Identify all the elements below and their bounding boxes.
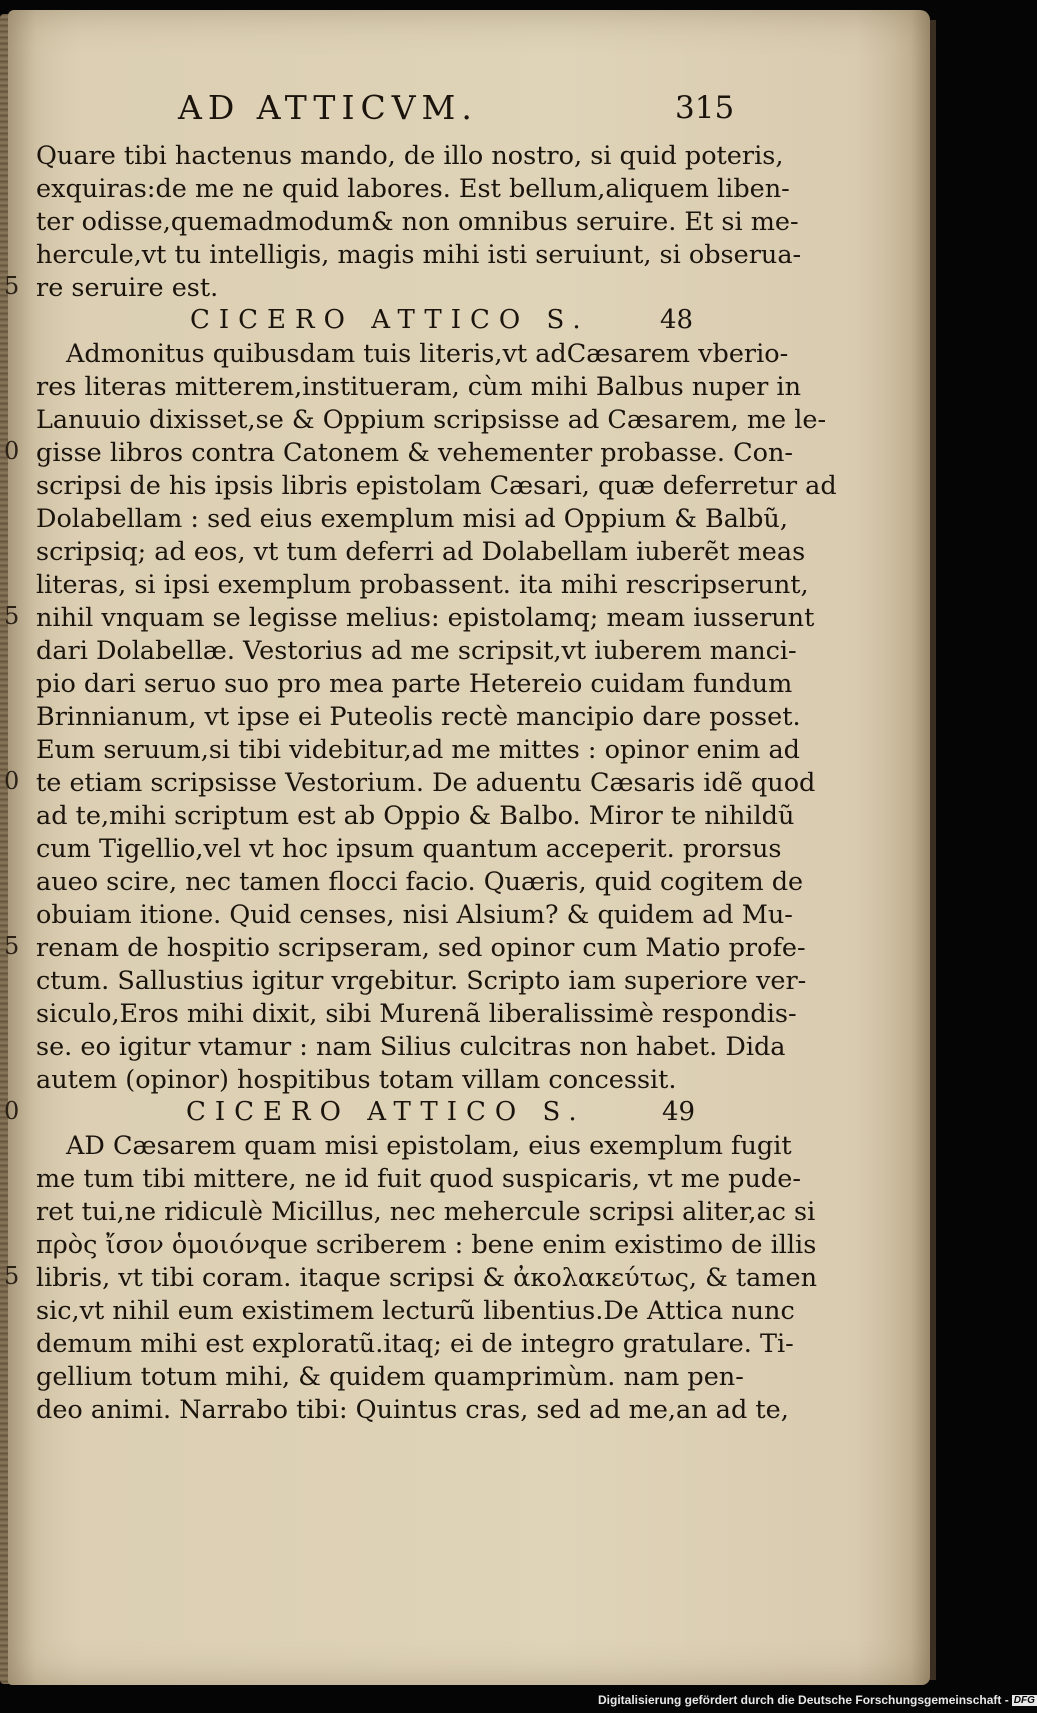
text-line: ctum. Sallustius igitur vrgebitur. Scripto iam superiore ver- bbox=[36, 966, 807, 996]
letter-number: 48 bbox=[660, 305, 694, 335]
text-line: deo animi. Narrabo tibi: Quintus cras, sed ad me,an ad te, bbox=[36, 1395, 789, 1425]
text-line: Eum seruum,si tibi videbitur,ad me mittes : opinor enim ad bbox=[36, 735, 800, 765]
text-line: se. eo igitur vtamur : nam Silius culcitras non habet. Dida bbox=[36, 1032, 786, 1062]
margin-line-number: 0 bbox=[4, 1097, 20, 1125]
text-line: renam de hospitio scripseram, sed opinor cum Matio profe- bbox=[36, 933, 806, 963]
text-line: gisse libros contra Catonem & vehementer probasse. Con- bbox=[36, 438, 794, 468]
text-line: me tum tibi mittere, ne id fuit quod suspicaris, vt me pude- bbox=[36, 1164, 801, 1194]
letter-heading: CICERO ATTICO S. bbox=[186, 1097, 586, 1127]
text-line: aueo scire, nec tamen flocci facio. Quæris, quid cogitem de bbox=[36, 867, 804, 897]
dfg-logo: DFG bbox=[1013, 1695, 1035, 1707]
text-line: ad te,mihi scriptum est ab Oppio & Balbo. Miror te nihildũ bbox=[36, 801, 795, 831]
text-line: te etiam scripsisse Vestorium. De aduentu Cæsaris idẽ quod bbox=[36, 768, 816, 798]
margin-line-number: 5 bbox=[4, 932, 20, 960]
text-line: siculo,Eros mihi dixit, sibi Murenã liberalissimè respondis- bbox=[36, 999, 797, 1029]
text-line: Lanuuio dixisset,se & Oppium scripsisse ad Cæsarem, me le- bbox=[36, 405, 827, 435]
text-line: Dolabellam : sed eius exemplum misi ad Oppium & Balbũ, bbox=[36, 504, 788, 534]
text-line: scripsi de his ipsis libris epistolam Cæsari, quæ deferretur ad bbox=[36, 471, 837, 501]
margin-line-number: 5 bbox=[4, 602, 20, 630]
text-line: nihil vnquam se legisse melius: epistolamq; meam iusserunt bbox=[36, 603, 815, 633]
letter-heading: CICERO ATTICO S. bbox=[190, 305, 590, 335]
text-line: literas, si ipsi exemplum probassent. ita mihi rescripserunt, bbox=[36, 570, 809, 600]
text-line: res literas mitterem,institueram, cùm mihi Balbus nuper in bbox=[36, 372, 801, 402]
text-line: autem (opinor) hospitibus totam villam concessit. bbox=[36, 1065, 677, 1095]
text-line: dari Dolabellæ. Vestorius ad me scripsit,vt iuberem manci- bbox=[36, 636, 797, 666]
text-line: ret tui,ne ridiculè Micillus, nec mehercule scripsi aliter,ac si bbox=[36, 1197, 816, 1227]
running-head: AD ATTICVM. bbox=[178, 88, 478, 127]
text-line: ter odisse,quemadmodum& non omnibus seruire. Et si me- bbox=[36, 207, 799, 237]
text-line: pio dari seruo suo pro mea parte Hetereio cuidam fundum bbox=[36, 669, 793, 699]
text-line: Admonitus quibusdam tuis literis,vt adCæsarem vberio- bbox=[66, 339, 789, 369]
text-line: scripsiq; ad eos, vt tum deferri ad Dolabellam iuberẽt meas bbox=[36, 537, 806, 567]
text-line: re seruire est. bbox=[36, 273, 219, 303]
text-line: hercule,vt tu intelligis, magis mihi isti seruiunt, si obserua- bbox=[36, 240, 802, 270]
margin-line-number: 0 bbox=[4, 437, 20, 465]
text-line: AD Cæsarem quam misi epistolam, eius exemplum fugit bbox=[66, 1131, 792, 1161]
text-line: Quare tibi hactenus mando, de illo nostro, si quid poteris, bbox=[36, 141, 784, 171]
margin-line-number: 5 bbox=[4, 1262, 20, 1290]
text-line: libris, vt tibi coram. itaque scripsi & ἀκολακεύτως, & tamen bbox=[36, 1263, 818, 1293]
text-line: obuiam itione. Quid censes, nisi Alsium? & quidem ad Mu- bbox=[36, 900, 793, 930]
page-number: 315 bbox=[675, 90, 735, 126]
margin-line-number: 5 bbox=[4, 272, 20, 300]
letter-number: 49 bbox=[662, 1097, 696, 1127]
margin-line-number: 0 bbox=[4, 767, 20, 795]
text-line: sic,vt nihil eum existimem lecturũ libentius.De Attica nunc bbox=[36, 1296, 795, 1326]
text-line: demum mihi est exploratũ.itaq; ei de integro gratulare. Ti- bbox=[36, 1329, 794, 1359]
text-line: cum Tigellio,vel vt hoc ipsum quantum acceperit. prorsus bbox=[36, 834, 782, 864]
text-line: Brinnianum, vt ipse ei Puteolis rectè mancipio dare posset. bbox=[36, 702, 801, 732]
digitization-credit bbox=[598, 1693, 1037, 1707]
credit-text: Digitalisierung gefördert durch die Deutsche Forschungsgemeinschaft - bbox=[598, 1693, 1009, 1707]
text-line: exquiras:de me ne quid labores. Est bellum,aliquem liben- bbox=[36, 174, 790, 204]
text-line: gellium totum mihi, & quidem quamprimùm. nam pen- bbox=[36, 1362, 744, 1392]
text-line: πρὸς ἴσον ὁμοιόνque scriberem : bene enim existimo de illis bbox=[36, 1230, 817, 1260]
